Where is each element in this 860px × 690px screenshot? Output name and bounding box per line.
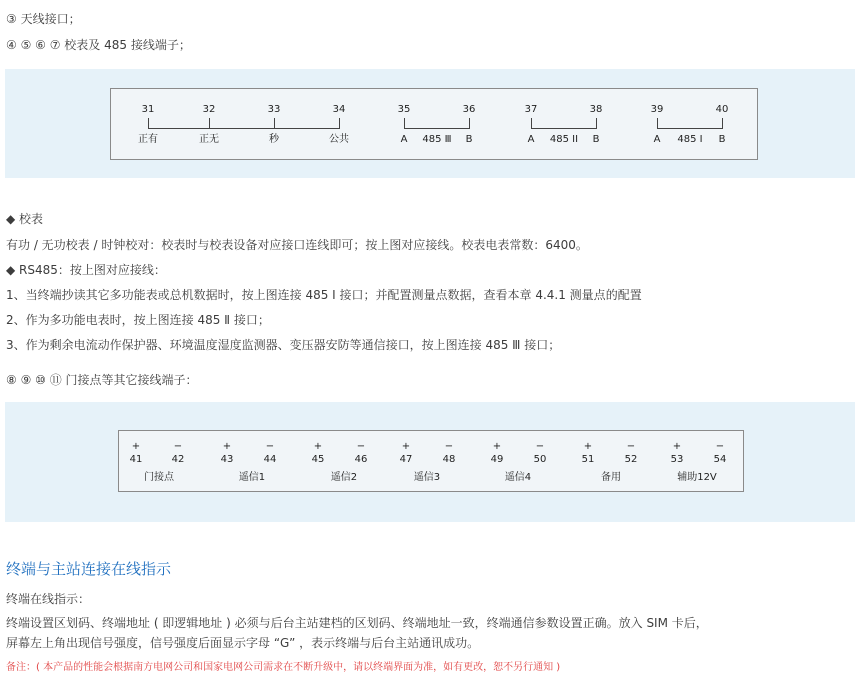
polarity-sign: −: [715, 441, 725, 452]
bus-line: [531, 128, 597, 129]
polarity-sign: +: [222, 441, 232, 452]
polarity-sign: +: [583, 441, 593, 452]
terminal-block-31-40: [110, 88, 758, 160]
pin-label: 53: [670, 454, 684, 465]
rs485-heading: ◆ RS485：按上图对应接线：: [6, 263, 166, 277]
bus-line: [657, 128, 723, 129]
pin-label: 46: [354, 454, 368, 465]
polarity-sign: −: [444, 441, 454, 452]
signal-label: 485 II: [549, 134, 579, 145]
bus-line: [148, 128, 340, 129]
pin-tick: [404, 118, 405, 128]
signal-label: 公共: [329, 134, 349, 145]
pin-label: 32: [202, 104, 216, 115]
signal-label: 秒: [269, 134, 279, 145]
other-terminals-line: ⑧ ⑨ ⑩ ⑪ 门接点等其它接线端子：: [6, 373, 198, 387]
pin-label: 54: [713, 454, 727, 465]
signal-label: 正无: [199, 134, 219, 145]
pin-label: 42: [171, 454, 185, 465]
rs485-item-2: 2、作为多功能电表时，按上图连接 485 Ⅱ 接口；: [6, 313, 270, 327]
calibration-heading: ◆ 校表: [6, 212, 44, 226]
pin-label: 33: [267, 104, 281, 115]
pin-label: 52: [624, 454, 638, 465]
signal-group-label: 遥信1: [238, 472, 266, 483]
calibration-485-terminal-line: ④ ⑤ ⑥ ⑦ 校表及 485 接线端子；: [6, 38, 191, 52]
signal-label: B: [465, 134, 473, 145]
pin-label: 47: [399, 454, 413, 465]
terminal-diagram-panel-1: [5, 69, 855, 178]
pin-label: 31: [141, 104, 155, 115]
signal-group-label: 遥信2: [330, 472, 358, 483]
polarity-sign: −: [535, 441, 545, 452]
signal-label: 485 I: [677, 134, 703, 145]
signal-label: A: [527, 134, 535, 145]
rs485-item-3: 3、作为剩余电流动作保护器、环境温度湿度监测器、变压器安防等通信接口，按上图连接 485 Ⅲ 接口；: [6, 338, 561, 352]
pin-label: 38: [589, 104, 603, 115]
pin-label: 43: [220, 454, 234, 465]
pin-tick: [531, 118, 532, 128]
polarity-sign: +: [313, 441, 323, 452]
polarity-sign: +: [492, 441, 502, 452]
bus-line: [404, 128, 470, 129]
signal-label: B: [718, 134, 726, 145]
online-indicator-subtitle: 终端在线指示：: [6, 592, 91, 606]
pin-label: 35: [397, 104, 411, 115]
remark-note: 备注：( 本产品的性能会根据南方电网公司和国家电网公司需求在不断升级中，请以终端界面为准，如有更改，恕不另行通知 ): [6, 662, 561, 673]
pin-tick: [657, 118, 658, 128]
signal-group-label: 门接点: [144, 472, 174, 483]
signal-label: B: [592, 134, 600, 145]
polarity-sign: −: [173, 441, 183, 452]
pin-label: 34: [332, 104, 346, 115]
pin-label: 36: [462, 104, 476, 115]
section-title-online-indicator: 终端与主站连接在线指示: [6, 560, 172, 578]
signal-group-label: 遥信3: [413, 472, 441, 483]
signal-label: 485 Ⅲ: [422, 134, 452, 145]
pin-tick: [596, 118, 597, 128]
polarity-sign: −: [356, 441, 366, 452]
pin-label: 40: [715, 104, 729, 115]
rs485-item-1: 1、当终端抄读其它多功能表或总机数据时，按上图连接 485 Ⅰ 接口；并配置测量点数据，查看本章 4.4.1 测量点的配置: [6, 288, 642, 302]
signal-group-label: 辅助12V: [677, 472, 717, 483]
polarity-sign: −: [626, 441, 636, 452]
signal-group-label: 备用: [601, 472, 621, 483]
pin-label: 51: [581, 454, 595, 465]
pin-label: 49: [490, 454, 504, 465]
signal-label: 正有: [138, 134, 158, 145]
polarity-sign: +: [131, 441, 141, 452]
polarity-sign: −: [265, 441, 275, 452]
pin-label: 50: [533, 454, 547, 465]
pin-tick: [209, 118, 210, 128]
antenna-interface-line: ③ 天线接口；: [6, 12, 81, 26]
pin-label: 37: [524, 104, 538, 115]
polarity-sign: +: [401, 441, 411, 452]
terminal-block-41-54: [118, 430, 744, 492]
pin-tick: [722, 118, 723, 128]
pin-label: 39: [650, 104, 664, 115]
signal-label: A: [400, 134, 408, 145]
pin-label: 41: [129, 454, 143, 465]
pin-label: 45: [311, 454, 325, 465]
online-paragraph-line-1: 终端设置区划码、终端地址 ( 即逻辑地址 ) 必须与后台主站建档的区划码、终端地址一致，终端通信参数设置正确。放入 SIM 卡后，: [6, 616, 708, 630]
signal-group-label: 遥信4: [504, 472, 532, 483]
polarity-sign: +: [672, 441, 682, 452]
pin-tick: [469, 118, 470, 128]
terminal-diagram-panel-2: [5, 402, 855, 522]
pin-label: 48: [442, 454, 456, 465]
online-paragraph-line-2: 屏幕左上角出现信号强度，信号强度后面显示字母 “G” ，表示终端与后台主站通讯成功。: [6, 636, 480, 650]
signal-label: A: [653, 134, 661, 145]
pin-label: 44: [263, 454, 277, 465]
calibration-paragraph: 有功 / 无功校表 / 时钟校对：校表时与校表设备对应接口连线即可；按上图对应接线。校表电表常数：6400。: [6, 238, 588, 252]
pin-tick: [148, 118, 149, 128]
pin-tick: [339, 118, 340, 128]
pin-tick: [274, 118, 275, 128]
